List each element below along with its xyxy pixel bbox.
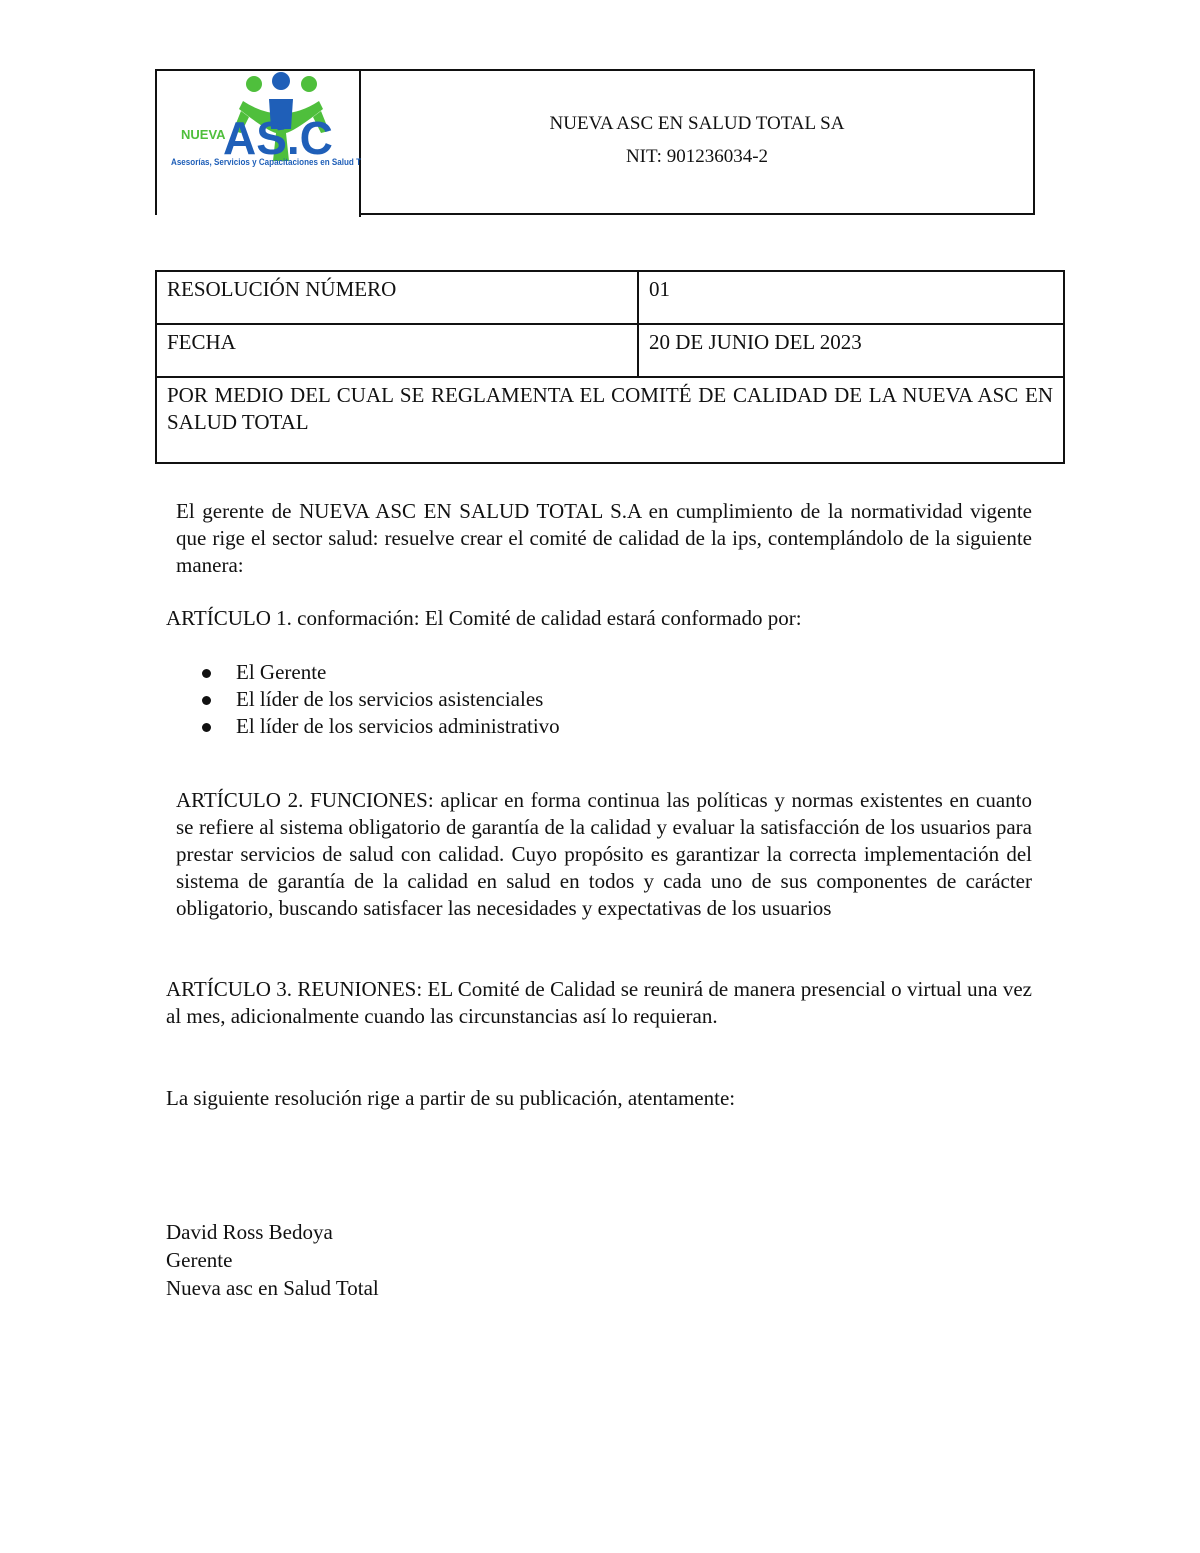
article-3: ARTÍCULO 3. REUNIONES: EL Comité de Calidad se reunirá de manera presencial o virtual una vez al mes, adicionalmente cuando las circunstancias así lo requieran.: [166, 977, 1032, 1028]
article-2: ARTÍCULO 2. FUNCIONES: aplicar en forma continua las políticas y normas existentes en cuanto se refiere al sistema obligatorio de garantía de la calidad y evaluar la satisfacción de los usuarios para prestar servicios de salud con calidad. Cuyo propósito es garantizar la correcta implementación del sistema de garantía de la calidad en salud en todos y cada uno de sus componentes de carácter obligatorio, buscando satisfacer las necesidades y expectativas de los usuarios: [176, 788, 1032, 920]
document-header: [155, 69, 1035, 215]
resolution-number-label: RESOLUCIÓN NÚMERO: [156, 271, 638, 324]
closing-paragraph: La siguiente resolución rige a partir de su publicación, atentamente:: [166, 1086, 736, 1110]
list-item: El Gerente: [236, 659, 1036, 686]
intro-paragraph: El gerente de NUEVA ASC EN SALUD TOTAL S.A en cumplimiento de la normatividad vigente que rige el sector salud: resuelve crear el comité de calidad de la ips, contemplándolo de la siguiente manera:: [176, 499, 1032, 577]
resolution-date-label: FECHA: [156, 324, 638, 377]
logo-tagline: Asesorías, Servicios y Capacitaciones en Salud T: [171, 157, 361, 167]
company-name: NUEVA ASC EN SALUD TOTAL SA: [549, 113, 845, 134]
resolution-subject-row: [156, 377, 1064, 463]
list-item: El líder de los servicios administrativo: [236, 713, 1036, 740]
signer-name: David Ross Bedoya: [166, 1220, 333, 1244]
company-nit: NIT: 901236034-2: [625, 146, 769, 167]
signature-block: [166, 1218, 379, 1302]
signer-organization: Nueva asc en Salud Total: [166, 1276, 379, 1300]
logo-graphic: [171, 71, 361, 211]
resolution-table: [155, 270, 1065, 464]
resolution-number-value: 01: [638, 271, 1064, 324]
resolution-date-row: [156, 324, 1064, 377]
resolution-subject: POR MEDIO DEL CUAL SE REGLAMENTA EL COMITÉ DE CALIDAD DE LA NUEVA ASC EN SALUD TOTAL: [156, 377, 1064, 463]
company-logo: [157, 71, 361, 217]
signer-title: Gerente: [166, 1248, 233, 1272]
logo-small-word: NUEVA: [181, 127, 226, 142]
logo-big-word: AS.C: [223, 112, 333, 164]
list-item: El líder de los servicios asistenciales: [236, 686, 1036, 713]
company-info: [361, 71, 1033, 213]
resolution-date-value: 20 DE JUNIO DEL 2023: [638, 324, 1064, 377]
resolution-number-row: [156, 271, 1064, 324]
article-1: ARTÍCULO 1. conformación: El Comité de calidad estará conformado por:: [166, 606, 802, 630]
committee-members-list: [166, 659, 1036, 740]
